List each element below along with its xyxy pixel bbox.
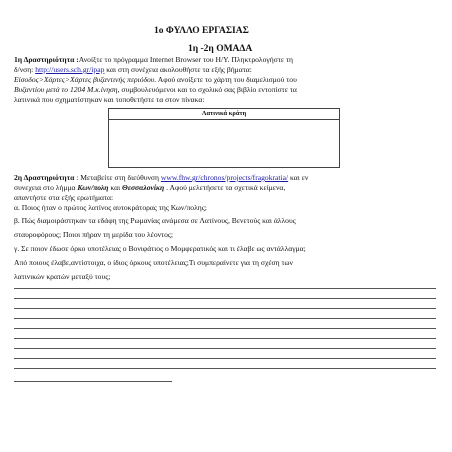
activity1-line5: λατινικά που σχηματίστηκαν και τοποθετήστε τα στον πίνακα:: [14, 95, 205, 104]
answer-line-short: [14, 381, 172, 382]
answer-line: [14, 288, 436, 289]
answer-line: [14, 298, 436, 299]
question-d-line2: λατινικών κρατών μεταξύ τους;: [14, 272, 111, 281]
latin-states-table-header: Λατινικά κράτη: [109, 109, 339, 120]
answer-line: [14, 318, 436, 319]
answer-line: [14, 328, 436, 329]
answer-line: [14, 348, 436, 349]
worksheet-title: 1ο ΦΥΛΛΟ ΕΡΓΑΣΙΑΣ: [154, 26, 249, 36]
activity2-line2: συνεχεια στο λήμμα Κων/πολη και Θεσσαλονίκη . Αφού μελετήσετε τα σχετικά κείμενα,: [14, 183, 286, 192]
group-subtitle: 1η -2η ΟΜΑΔΑ: [188, 44, 253, 54]
question-a: α. Ποιος ήταν ο πρώτος λατίνος αυτοκράτορας της Κων/πολης;: [14, 203, 207, 212]
activity1-line4: Βυζαντίου μετά το 1204 Μ.κ.ίνηση, συμβουλευόμενοι και το σχολικό σας βιβλίο εντοπίστε τα: [14, 85, 297, 94]
question-b-line2: σταυροφόρους; Ποιοι πήραν τη μερίδα του λέοντος;: [14, 230, 174, 239]
latin-states-table: [108, 108, 340, 168]
activity2-line1: 2η Δραστηριότητα : Μεταβείτε στη διεύθυνση www.fhw.gr/chronos/projects/fragokratia/ και εν: [14, 173, 309, 182]
latin-states-table-cell[interactable]: [109, 120, 339, 166]
activity2-line3: απαντήστε στα εξής ερωτήματα:: [14, 193, 114, 202]
activity1-line3: Είσοδος>Χάρτες>Χάρτες βυζαντινής περιόδου. Αφού ανοίξετε το χάρτη του διαμελισμού του: [14, 75, 297, 84]
answer-line: [14, 358, 436, 359]
answer-line: [14, 338, 436, 339]
activity1-line1: 1η Δραστηριότητα :Ανοίξτε το πρόγραμμα Internet Browser του Η/Υ. Πληκτρολογήστε τη: [14, 55, 293, 64]
question-b-line1: β. Πώς διαμοιράστηκαν τα εδάφη της Ρωμανίας ανάμεσα σε Λατίνους, Βενετούς και άλλους: [14, 216, 296, 225]
answer-line: [14, 368, 436, 369]
activity2-label: 2η Δραστηριότητα: [14, 173, 75, 182]
question-d-line1: Από ποιους έλαβε,αντίστοιχα, ο ίδιος όρκους υποτέλειας;Τι συμπεραίνετε για τη σχέση των: [14, 258, 293, 267]
activity1-label: 1η Δραστηριότητα :: [14, 55, 79, 64]
activity2-link[interactable]: www.fhw.gr/chronos/projects/fragokratia/: [160, 173, 289, 182]
activity1-link[interactable]: http://users.sch.gr/ipap: [35, 65, 105, 74]
answer-line: [14, 308, 436, 309]
question-c: γ. Σε ποιον έδωσε όρκο υποτέλειας ο Βονιφάτιος ο Μομφερατικός και τι έλαβε ως αντάλλαγμα;: [14, 244, 306, 253]
activity1-line2: δ/νση: http://users.sch.gr/ipap και στη συνέχεια ακολουθήστε τα εξής βήματα:: [14, 65, 252, 74]
